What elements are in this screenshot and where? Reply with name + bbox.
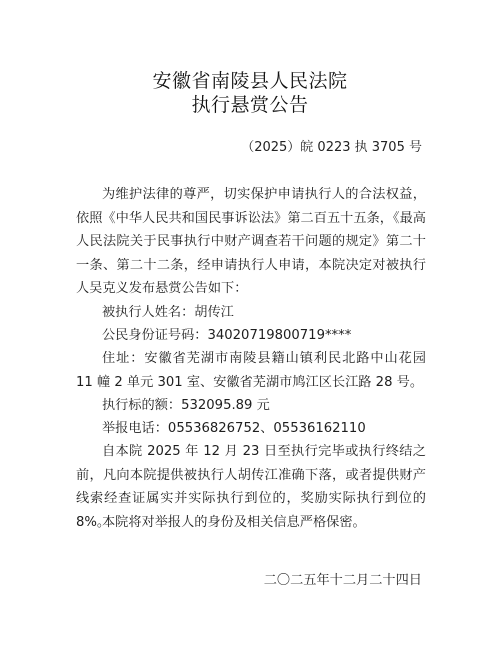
notice-title: 执行悬赏公告 xyxy=(191,94,309,116)
document-number: （2025）皖 0223 执 3705 号 xyxy=(241,140,422,155)
confidentiality-paragraph: 本院将对举报人的身份及相关信息严格保密。 xyxy=(102,515,366,530)
id-number: 公民身份证号码：34020719800719**** xyxy=(102,328,352,343)
debtor-address: 住址：安徽省芜湖市南陵县籍山镇利民北路中山花园 11 幢 2 单元 301 室、安徽省芜湖市鸠江区长江路 28 号。 xyxy=(76,351,426,390)
reward-paragraph: 自本院 2025 年 12 月 23 日至执行完毕或执行终结之前，凡向本院提供被执行人胡传江准确下落，或者提供财产线索经查证属实并实际执行到位的，奖励实际执行到位的 8%。 xyxy=(76,444,426,530)
intro-paragraph: 为维护法律的尊严，切实保护申请执行人的合法权益，依照《中华人民共和国民事诉讼法》第二百五十五条，《最高人民法院关于民事执行中财产调查若干问题的规定》第二十一条、第二十二条，经申请执行人申请，本院决定对被执行人吴克义发布悬赏公告如下： xyxy=(76,187,426,296)
court-name-title: 安徽省南陵县人民法院 xyxy=(152,70,348,92)
report-phone: 举报电话：05536826752、05536162110 xyxy=(102,421,366,436)
execution-amount: 执行标的额：532095.89 元 xyxy=(102,398,270,413)
debtor-name: 被执行人姓名：胡传江 xyxy=(102,305,234,320)
issue-date: 二〇二五年十二月二十四日 xyxy=(263,573,422,588)
